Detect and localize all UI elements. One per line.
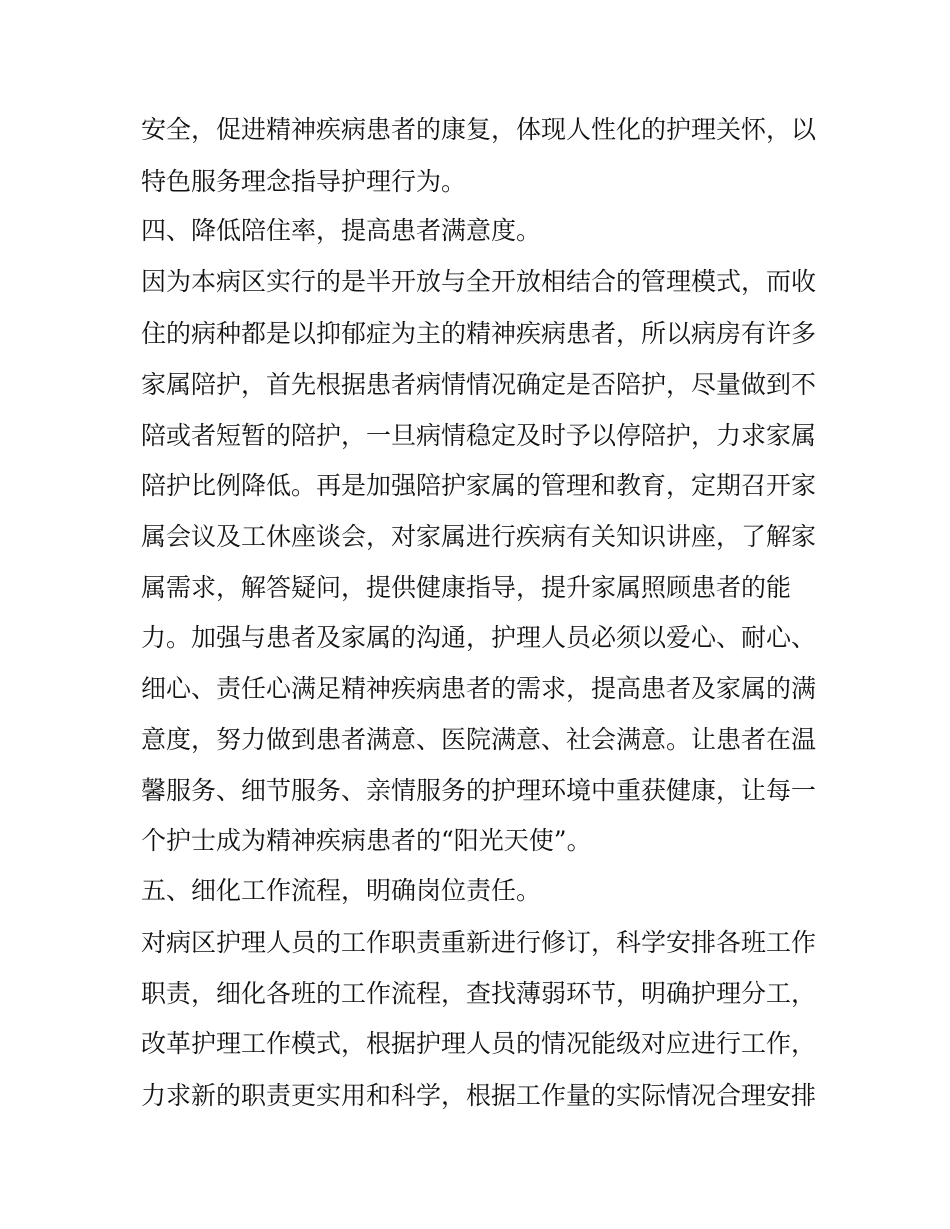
text-line: 细心、责任心满足精神疾病患者的需求，提高患者及家属的满: [141, 674, 817, 703]
text-line: 因为本病区实行的是半开放与全开放相结合的管理模式，而收: [141, 267, 817, 296]
text-line: 陪护比例降低。再是加强陪护家属的管理和教育，定期召开家: [141, 471, 817, 500]
text-line: 家属陪护，首先根据患者病情情况确定是否陪护，尽量做到不: [141, 370, 817, 399]
text-line: 力。加强与患者及家属的沟通，护理人员必须以爱心、耐心、: [141, 623, 817, 652]
text-line: 住的病种都是以抑郁症为主的精神疾病患者，所以病房有许多: [141, 319, 817, 348]
text-line: 意度，努力做到患者满意、医院满意、社会满意。让患者在温: [141, 725, 817, 754]
text-line: 馨服务、细节服务、亲情服务的护理环境中重获健康，让每一: [141, 776, 817, 805]
section-heading: 五、细化工作流程，明确岗位责任。: [141, 876, 542, 905]
text-line: 特色服务理念指导护理行为。: [141, 167, 467, 196]
text-line: 陪或者短暂的陪护，一旦病情稳定及时予以停陪护，力求家属: [141, 421, 817, 450]
text-line: 个护士成为精神疾病患者的“阳光天使”。: [141, 826, 592, 855]
text-line: 改革护理工作模式，根据护理人员的情况能级对应进行工作，: [141, 1029, 817, 1058]
text-line: 属需求，解答疑问，提供健康指导，提升家属照顾患者的能: [141, 573, 792, 602]
text-line: 职责，细化各班的工作流程，查找薄弱环节，明确护理分工，: [141, 979, 817, 1008]
text-line: 力求新的职责更实用和科学，根据工作量的实际情况合理安排: [141, 1081, 817, 1110]
section-heading: 四、降低陪住率，提高患者满意度。: [141, 216, 542, 245]
text-line: 安全，促进精神疾病患者的康复，体现人性化的护理关怀，以: [141, 115, 817, 144]
text-line: 属会议及工休座谈会，对家属进行疾病有关知识讲座，了解家: [141, 522, 817, 551]
text-line: 对病区护理人员的工作职责重新进行修订，科学安排各班工作: [141, 928, 817, 957]
